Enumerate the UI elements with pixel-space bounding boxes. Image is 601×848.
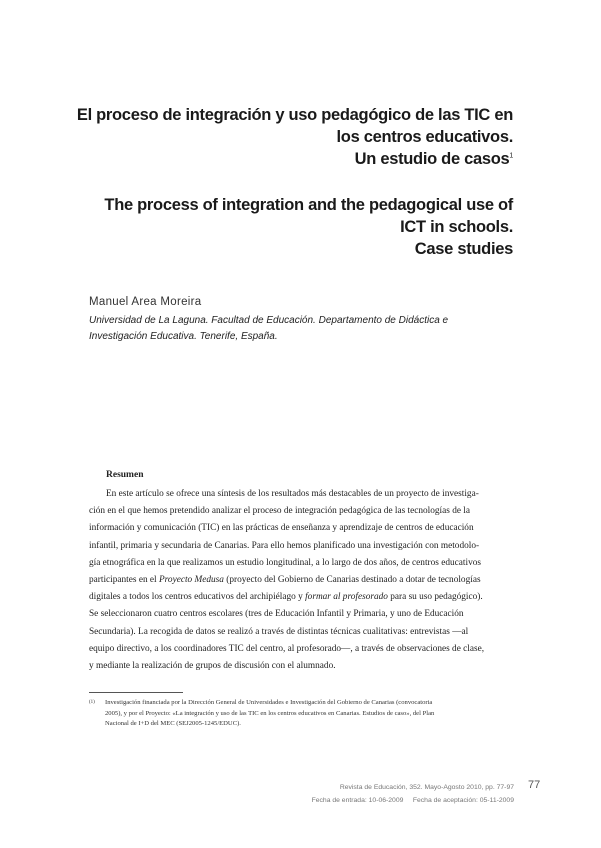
abstract-heading: Resumen [106, 470, 144, 480]
abstract-text: participantes en el [89, 575, 159, 586]
spanish-title-line-3-text: Un estudio de casos [354, 150, 510, 168]
submission-dates: Fecha de entrada: 10-06-2009 Fecha de aceptación: 05-11-2009 [311, 797, 514, 804]
english-title-line-3: Case studies [414, 240, 513, 258]
footnote-divider [89, 692, 183, 693]
abstract-text: para su uso pedagógico). [387, 592, 483, 603]
english-title [60, 194, 513, 260]
spanish-title-line-3 [60, 148, 513, 170]
abstract-line: Se seleccionaron cuatro centros escolares (tres de Educación Infantil y Primaria, y uno de Educación [89, 609, 464, 620]
abstract-line: y mediante la realización de grupos de discusión con el alumnado. [89, 661, 336, 672]
author-affiliation [89, 313, 519, 345]
abstract-body [89, 486, 513, 675]
abstract-line: infantil, primaria y secundaria de Canarias. Para ello hemos planificado una investigación con metodolo- [89, 540, 480, 551]
abstract-text: digitales a todos los centros educativos del archipiélago y [89, 592, 306, 603]
project-name-emphasis: Proyecto Medusa [158, 575, 224, 586]
footnote-line: Investigación financiada por la Dirección General de Universidades e Investigación del Gobierno de Canarias (convocatoria [105, 699, 433, 706]
footnote [89, 698, 514, 730]
english-title-line-2: ICT in schools. [400, 218, 513, 236]
abstract-line [89, 589, 513, 606]
abstract-line: ción en el que hemos pretendido analizar el proceso de integración pedagógica de las tecnologías de la [89, 506, 471, 517]
abstract-line: información y comunicación (TIC) en las prácticas de enseñanza y aprendizaje de centros de educación [89, 523, 474, 534]
english-title-line-1: The process of integration and the pedagogical use of [104, 196, 513, 214]
page-number: 77 [528, 779, 541, 791]
abstract-line [89, 572, 513, 589]
abstract-line: equipo directivo, a los coordinadores TIC del centro, al profesorado—, a través de observaciones de clase, [89, 643, 485, 654]
author-name: Manuel Area Moreira [89, 296, 202, 308]
spanish-title-line-1: El proceso de integración y uso pedagógico de las TIC en [76, 106, 513, 124]
abstract-line: gía etnográfica en la que realizamos un estudio longitudinal, a lo largo de dos años, de centros educativos [89, 557, 481, 568]
affiliation-line-2: Investigación Educativa. Tenerife, España. [89, 331, 278, 342]
abstract-line: Secundaria). La recogida de datos se realizó a través de distintas técnicas cualitativas: entrevistas —al [89, 626, 469, 637]
spanish-title-line-2: los centros educativos. [336, 128, 513, 146]
abstract-line: En este artículo se ofrece una síntesis de los resultados más destacables de un proyecto de investiga- [106, 489, 479, 499]
footnote-line: Nacional de I+D del MEC (SEJ2005-1245/EDUC). [105, 720, 241, 727]
abstract-emphasis: formar al profesorado [305, 592, 388, 603]
footnote-text [105, 698, 514, 730]
footnote-line: 2005), y por el Proyecto: «La integración y uso de las TIC en los centros educativos en Canarias. Estudios de caso», del Plan [105, 709, 435, 717]
abstract-text: (proyecto del Gobierno de Canarias destinado a dotar de tecnologías [223, 575, 481, 586]
affiliation-line-1: Universidad de La Laguna. Facultad de Educación. Departamento de Didáctica e [89, 315, 449, 326]
spanish-title [60, 104, 513, 170]
journal-citation: Revista de Educación, 352. Mayo-Agosto 2010, pp. 77-97 [339, 784, 514, 791]
footnote-marker: (1) [89, 700, 95, 705]
journal-footer [312, 781, 514, 807]
title-footnote-mark: 1 [509, 152, 513, 160]
